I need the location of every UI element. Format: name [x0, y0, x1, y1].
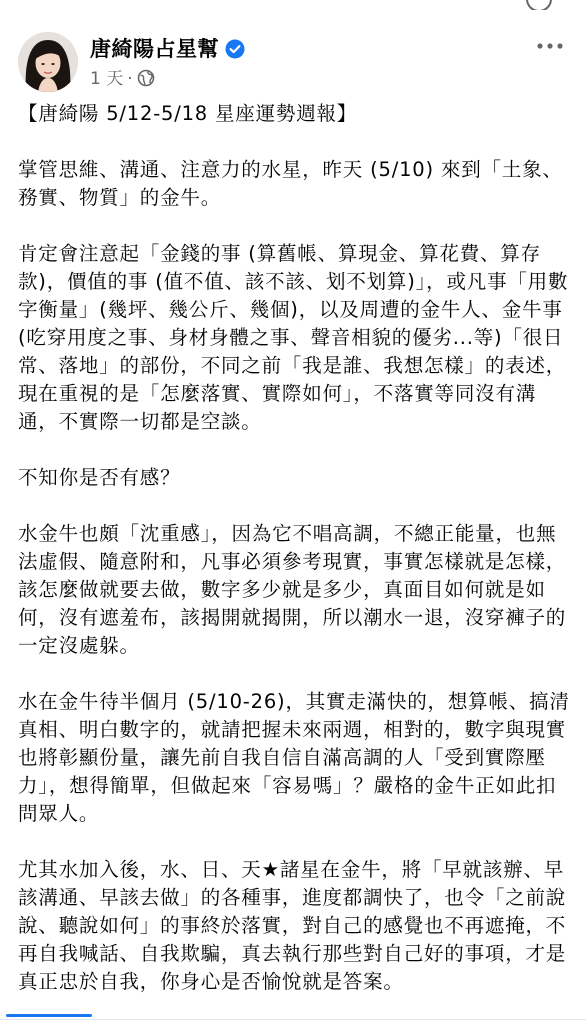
page-name-text[interactable]: 唐綺陽占星幫 [90, 37, 219, 61]
top-strip [0, 0, 586, 10]
scroll-indicator [6, 1014, 92, 1017]
post-body [18, 100, 574, 1024]
more-options-button[interactable] [532, 34, 568, 58]
meta-separator: · [127, 69, 133, 89]
post-header [18, 30, 568, 94]
post-paragraph: 水在金牛待半個月 (5/10-26)，其實走滿快的，想算帳、搞清真相、明白數字的，就請把握未來兩週，相對的，數字與現實也將彰顯份量，讓先前自我自信自滿高調的人「受到實際壓力」，想得簡單，但做起來「容易嗎」？嚴格的金牛正如此扣問眾人。 [18, 690, 570, 825]
post-paragraph: 掌管思維、溝通、注意力的水星，昨天 (5/10) 來到「土象、務實、物質」的金牛。 [18, 158, 563, 209]
avatar-photo [18, 32, 78, 92]
avatar[interactable] [18, 32, 78, 92]
verified-badge-icon [225, 39, 245, 65]
post-paragraph: 水金牛也頗「沈重感」，因為它不唱高調，不總正能量，也無法虛假、隨意附和，凡事必須參考現實，事實怎樣就是怎樣，該怎麼做就要去做，數字多少就是多少，真面目如何就是如何，沒有遮羞布，該揭開就揭開，所以潮水一退，沒穿褲子的一定沒處躲。 [18, 522, 567, 657]
more-options-icon [536, 42, 564, 50]
post-meta [90, 68, 155, 93]
post-paragraph: 肯定會注意起「金錢的事 (算舊帳、算現金、算花費、算存款)，價值的事 (值不值、該不該、划不划算)」，或凡事「用數字衡量」(幾坪、幾公斤、幾個)，以及周遭的金牛人、金牛事 (吃穿用度之事、身材身體之事、聲音相貌的優劣...等)「很日常、落地」的部份，不同之前「我是誰、我想怎樣」的表述，現在重視的是「怎麼落實、實際如何」，不落實等同沒有溝通，不實際一切都是空談。 [18, 242, 569, 433]
post-paragraph: 不知你是否有感？ [18, 466, 181, 489]
page-name[interactable] [90, 36, 245, 65]
globe-icon[interactable] [137, 69, 155, 93]
divider [0, 1019, 586, 1020]
post-timestamp[interactable]: 1 天 [90, 69, 124, 89]
post-title: 【唐綺陽 5/12-5/18 星座運勢週報】 [18, 102, 358, 125]
partial-close-icon[interactable] [526, 0, 552, 10]
post-paragraph: 尤其水加入後，水、日、天★諸星在金牛，將「早就該辦、早該溝通、早該去做」的各種事，進度都調快了，也令「之前說說、聽說如何」的事終於落實，對自己的感覺也不再遮掩，不再自我喊話、自我欺騙，真去執行那些對自己好的事項，才是真正忠於自我，你身心是否愉悅就是答案。 [18, 858, 567, 993]
